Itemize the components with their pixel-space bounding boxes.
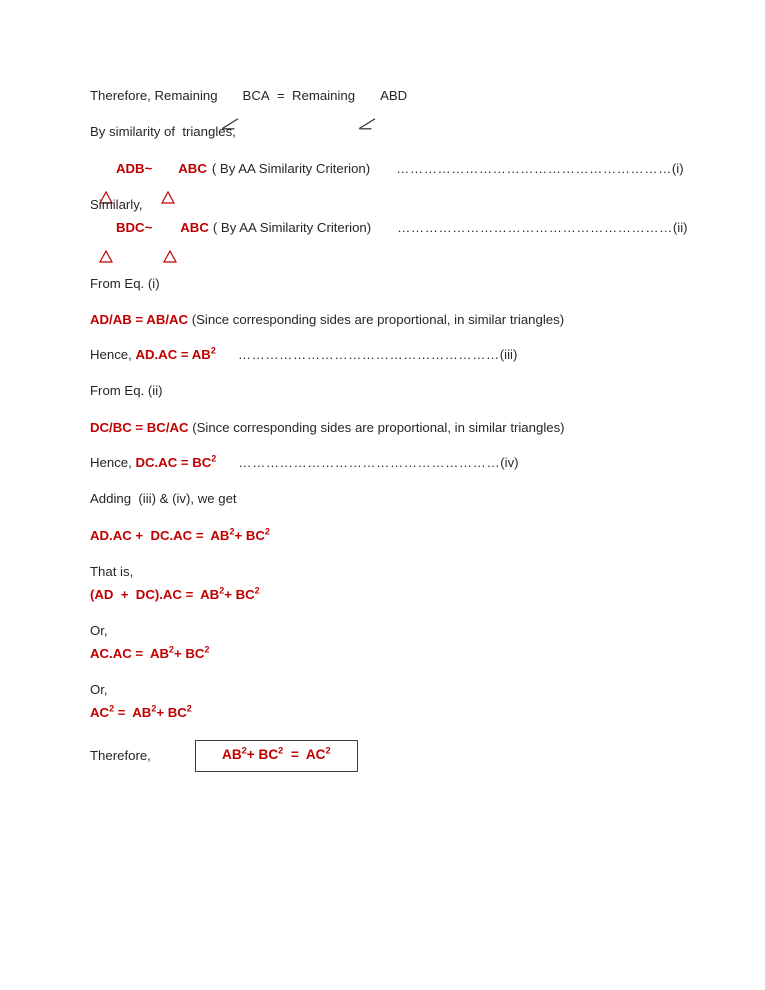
angle-icon	[358, 88, 377, 100]
factored-equation-left: (AD + DC).AC = AB	[90, 586, 220, 602]
ac-squared-sup-2: 2	[186, 703, 192, 714]
ac-squared-tail: + BC	[156, 704, 187, 720]
equation-ref-ii: (ii)	[672, 219, 688, 235]
factored-equation	[90, 587, 260, 602]
dotted-leader-4: …………………………………………………	[238, 455, 501, 471]
final-result-equals: = AC	[283, 746, 326, 762]
sum-equation	[90, 528, 270, 543]
triangle-icon	[163, 220, 177, 233]
acac-equation-left: AC.AC = AB	[90, 645, 170, 661]
triangle-icon	[161, 161, 175, 174]
final-result-sup-2: 2	[278, 744, 284, 755]
ac-squared-equation-line	[90, 705, 710, 720]
hence-equation-2-text: DC.AC = BC	[135, 455, 212, 471]
final-result-sup-1: 2	[241, 744, 247, 755]
sum-equation-sup-2: 2	[264, 526, 270, 537]
sum-equation-sup-1: 2	[229, 526, 235, 537]
final-result-sup-3: 2	[325, 744, 331, 755]
equation-ref-i: (i)	[671, 160, 684, 176]
dotted-leader-3: …………………………………………………	[237, 347, 500, 363]
ac-squared-sup-1: 2	[151, 703, 157, 714]
criterion-label-1: ( By AA Similarity Criterion)	[211, 160, 371, 176]
angle-bca-label: BCA	[242, 88, 270, 103]
final-result-left: AB	[222, 746, 242, 762]
hence-equation-1	[135, 347, 215, 362]
adding-label: Adding (iii) & (iv), we get	[90, 491, 237, 507]
acac-equation-sup-2: 2	[204, 644, 210, 655]
final-result-row	[90, 740, 710, 773]
proportion-ratio-1: AD/AB = AB/AC	[90, 312, 189, 328]
hence-equation-1-exponent: 2	[210, 346, 216, 357]
equation-ref-iv: (iv)	[500, 455, 519, 471]
ac-squared-left: AC	[90, 704, 110, 720]
criterion-label-2: ( By AA Similarity Criterion)	[212, 219, 372, 235]
acac-equation	[90, 646, 209, 661]
that-is-label: That is,	[90, 564, 134, 580]
final-result-mid: + BC	[246, 746, 279, 762]
remaining-label-2: Remaining	[292, 88, 356, 103]
similarity-statement-ii	[90, 220, 710, 235]
factored-equation-sup-1: 2	[219, 585, 225, 596]
therefore-label: Therefore,	[90, 748, 151, 764]
angle-icon	[221, 88, 240, 100]
or-label-2: Or,	[90, 681, 108, 697]
proportion-ratio-2: DC/BC = BC/AC	[90, 420, 189, 436]
hence-label-1: Hence,	[90, 347, 136, 363]
proportion-note-1: (Since corresponding sides are proportional, in similar triangles)	[188, 312, 565, 328]
final-result-box	[195, 740, 358, 773]
factored-equation-line	[90, 587, 710, 602]
therefore-remaining-label: Therefore, Remaining	[90, 88, 218, 103]
triangle-icon	[99, 220, 113, 233]
hence-equation-1-text: AD.AC = AB	[135, 347, 211, 363]
sum-equation-line	[90, 528, 710, 543]
ac-squared-equation	[90, 705, 192, 720]
equals-sign-1: =	[269, 88, 293, 103]
triangle-icon	[99, 161, 113, 174]
ac-squared-mid: = AB	[114, 704, 152, 720]
hence-line-iii	[90, 347, 710, 362]
proportion-line-1	[90, 312, 710, 327]
sum-equation-mid: + BC	[234, 528, 265, 544]
proportion-line-2	[90, 420, 710, 435]
hence-label-2: Hence,	[90, 455, 136, 471]
equation-ref-iii: (iii)	[499, 347, 518, 363]
triangle-bdc-label: BDC	[116, 219, 145, 235]
factored-equation-mid: + BC	[224, 586, 255, 602]
by-similarity-line: By similarity of triangles,	[90, 124, 236, 139]
from-eq-i-label: From Eq. (i)	[90, 275, 160, 291]
angle-equality-line	[90, 88, 710, 103]
similarity-statement-i	[90, 161, 710, 176]
from-eq-ii-label: From Eq. (ii)	[90, 383, 163, 399]
angle-abd-label: ABD	[380, 88, 408, 103]
acac-equation-sup-1: 2	[169, 644, 175, 655]
sum-equation-left: AD.AC + DC.AC = AB	[90, 528, 230, 544]
tilde-symbol-2: ~	[144, 219, 153, 235]
document-body	[90, 88, 710, 772]
dotted-leader-2: ……………………………………………………	[397, 219, 673, 235]
acac-equation-line	[90, 646, 710, 661]
triangle-adb-label: ADB	[116, 160, 145, 176]
or-label-1: Or,	[90, 622, 108, 638]
ac-squared-sup-0: 2	[109, 703, 115, 714]
proportion-note-2: (Since corresponding sides are proportional, in similar triangles)	[188, 420, 565, 436]
triangle-abc-label-2: ABC	[180, 219, 209, 235]
factored-equation-sup-2: 2	[254, 585, 260, 596]
hence-equation-2-exponent: 2	[211, 453, 217, 464]
hence-equation-2	[135, 455, 216, 470]
acac-equation-mid: + BC	[174, 645, 205, 661]
similarly-label: Similarly,	[90, 196, 143, 212]
dotted-leader-1: ……………………………………………………	[396, 160, 672, 176]
triangle-abc-label-1: ABC	[178, 160, 207, 176]
hence-line-iv	[90, 455, 710, 470]
tilde-symbol-1: ~	[144, 160, 153, 176]
